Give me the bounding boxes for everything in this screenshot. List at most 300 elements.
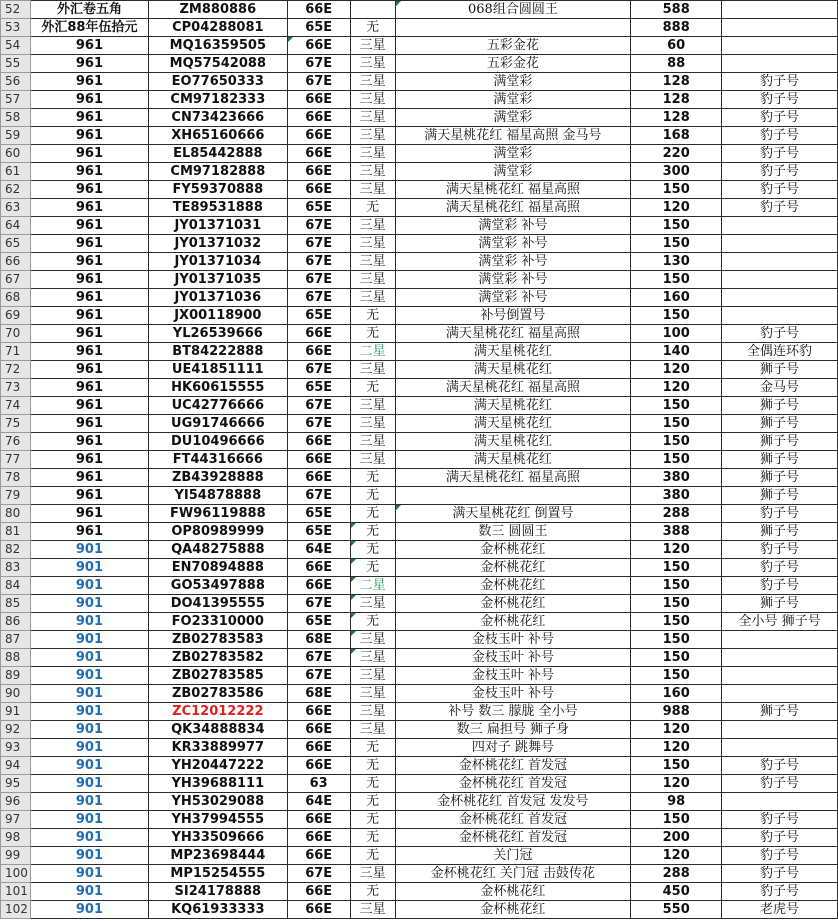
- cell-number-type[interactable]: 豹子号: [722, 91, 838, 109]
- cell-serial-number[interactable]: JY01371035: [148, 271, 287, 289]
- cell-grade[interactable]: 67E: [287, 235, 350, 253]
- cell-number-type[interactable]: [722, 631, 838, 649]
- cell-star[interactable]: 三星: [350, 361, 395, 379]
- cell-serial-number[interactable]: YI54878888: [148, 487, 287, 505]
- cell-serial-number[interactable]: TE89531888: [148, 199, 287, 217]
- cell-price[interactable]: 220: [631, 145, 722, 163]
- cell-description[interactable]: 金杯桃花红: [395, 559, 631, 577]
- cell-series[interactable]: 961: [30, 361, 148, 379]
- cell-series[interactable]: 961: [30, 451, 148, 469]
- row-number[interactable]: 61: [1, 163, 31, 181]
- cell-price[interactable]: 150: [631, 217, 722, 235]
- cell-price[interactable]: 120: [631, 199, 722, 217]
- cell-number-type[interactable]: [722, 253, 838, 271]
- cell-price[interactable]: 150: [631, 613, 722, 631]
- cell-series[interactable]: 901: [30, 883, 148, 901]
- cell-star[interactable]: 三星: [350, 865, 395, 883]
- cell-star[interactable]: 无: [350, 811, 395, 829]
- cell-price[interactable]: 288: [631, 865, 722, 883]
- cell-serial-number[interactable]: EL85442888: [148, 145, 287, 163]
- cell-number-type[interactable]: [722, 793, 838, 811]
- cell-series[interactable]: 961: [30, 127, 148, 145]
- cell-series[interactable]: 901: [30, 739, 148, 757]
- cell-star[interactable]: 二星: [350, 343, 395, 361]
- cell-description[interactable]: 金枝玉叶 补号: [395, 631, 631, 649]
- cell-serial-number[interactable]: JY01371036: [148, 289, 287, 307]
- cell-series[interactable]: 961: [30, 289, 148, 307]
- cell-description[interactable]: 满堂彩 补号: [395, 289, 631, 307]
- row-number[interactable]: 94: [1, 757, 31, 775]
- cell-number-type[interactable]: [722, 667, 838, 685]
- cell-star[interactable]: 三星: [350, 37, 395, 55]
- cell-description[interactable]: 金杯桃花红 首发冠 发发号: [395, 793, 631, 811]
- cell-price[interactable]: 550: [631, 901, 722, 919]
- cell-serial-number[interactable]: YH37994555: [148, 811, 287, 829]
- row-number[interactable]: 84: [1, 577, 31, 595]
- cell-serial-number[interactable]: KQ61933333: [148, 901, 287, 919]
- row-number[interactable]: 56: [1, 73, 31, 91]
- cell-description[interactable]: 金杯桃花红 首发冠: [395, 811, 631, 829]
- cell-serial-number[interactable]: CM97182888: [148, 163, 287, 181]
- cell-star[interactable]: 无: [350, 739, 395, 757]
- cell-grade[interactable]: 66E: [287, 181, 350, 199]
- cell-series[interactable]: 901: [30, 541, 148, 559]
- cell-price[interactable]: 168: [631, 127, 722, 145]
- cell-star[interactable]: 无: [350, 379, 395, 397]
- cell-serial-number[interactable]: FO23310000: [148, 613, 287, 631]
- cell-number-type[interactable]: 豹子号: [722, 775, 838, 793]
- cell-grade[interactable]: 66E: [287, 145, 350, 163]
- cell-star[interactable]: 三星: [350, 703, 395, 721]
- cell-price[interactable]: 150: [631, 559, 722, 577]
- cell-star[interactable]: 三星: [350, 667, 395, 685]
- cell-number-type[interactable]: [722, 289, 838, 307]
- cell-series[interactable]: 961: [30, 523, 148, 541]
- cell-serial-number[interactable]: ZB02783586: [148, 685, 287, 703]
- cell-price[interactable]: 150: [631, 667, 722, 685]
- row-number[interactable]: 67: [1, 271, 31, 289]
- cell-description[interactable]: 满天星桃花红: [395, 451, 631, 469]
- cell-description[interactable]: 金杯桃花红 首发冠: [395, 757, 631, 775]
- cell-star[interactable]: 三星: [350, 721, 395, 739]
- cell-description[interactable]: 五彩金花: [395, 55, 631, 73]
- cell-star[interactable]: 无: [350, 613, 395, 631]
- cell-star[interactable]: 无: [350, 19, 395, 37]
- cell-serial-number[interactable]: ZB43928888: [148, 469, 287, 487]
- cell-description[interactable]: 金杯桃花红: [395, 541, 631, 559]
- cell-series[interactable]: 901: [30, 847, 148, 865]
- cell-grade[interactable]: 66E: [287, 127, 350, 145]
- cell-grade[interactable]: 66E: [287, 325, 350, 343]
- cell-star[interactable]: 无: [350, 559, 395, 577]
- row-number[interactable]: 72: [1, 361, 31, 379]
- cell-description[interactable]: 补号倒置号: [395, 307, 631, 325]
- cell-price[interactable]: 150: [631, 595, 722, 613]
- row-number[interactable]: 68: [1, 289, 31, 307]
- cell-description[interactable]: 满堂彩: [395, 109, 631, 127]
- cell-description[interactable]: 满堂彩: [395, 163, 631, 181]
- cell-series[interactable]: 901: [30, 829, 148, 847]
- cell-price[interactable]: 588: [631, 1, 722, 19]
- cell-grade[interactable]: 67E: [287, 397, 350, 415]
- cell-serial-number[interactable]: DO41395555: [148, 595, 287, 613]
- row-number[interactable]: 88: [1, 649, 31, 667]
- cell-serial-number[interactable]: HK60615555: [148, 379, 287, 397]
- cell-star[interactable]: 三星: [350, 415, 395, 433]
- cell-description[interactable]: 满堂彩 补号: [395, 271, 631, 289]
- row-number[interactable]: 83: [1, 559, 31, 577]
- cell-star[interactable]: 三星: [350, 253, 395, 271]
- row-number[interactable]: 66: [1, 253, 31, 271]
- cell-description[interactable]: [395, 19, 631, 37]
- cell-description[interactable]: 满天星桃花红 福星高照: [395, 379, 631, 397]
- cell-grade[interactable]: 67E: [287, 55, 350, 73]
- row-number[interactable]: 55: [1, 55, 31, 73]
- cell-grade[interactable]: 67E: [287, 415, 350, 433]
- cell-star[interactable]: 三星: [350, 451, 395, 469]
- cell-price[interactable]: 150: [631, 811, 722, 829]
- cell-star[interactable]: 无: [350, 325, 395, 343]
- cell-number-type[interactable]: [722, 307, 838, 325]
- cell-price[interactable]: 150: [631, 649, 722, 667]
- cell-description[interactable]: 金杯桃花红: [395, 613, 631, 631]
- cell-series[interactable]: 901: [30, 757, 148, 775]
- cell-star[interactable]: 无: [350, 307, 395, 325]
- cell-description[interactable]: 满天星桃花红 倒置号: [395, 505, 631, 523]
- row-number[interactable]: 74: [1, 397, 31, 415]
- cell-grade[interactable]: 67E: [287, 271, 350, 289]
- cell-description[interactable]: 满天星桃花红: [395, 397, 631, 415]
- cell-price[interactable]: 988: [631, 703, 722, 721]
- cell-grade[interactable]: 66E: [287, 883, 350, 901]
- cell-series[interactable]: 961: [30, 433, 148, 451]
- cell-series[interactable]: 961: [30, 55, 148, 73]
- cell-series[interactable]: 961: [30, 469, 148, 487]
- cell-number-type[interactable]: 老虎号: [722, 901, 838, 919]
- cell-number-type[interactable]: 豹子号: [722, 325, 838, 343]
- cell-series[interactable]: 901: [30, 865, 148, 883]
- cell-star[interactable]: 三星: [350, 433, 395, 451]
- cell-grade[interactable]: 66E: [287, 811, 350, 829]
- cell-series[interactable]: 961: [30, 163, 148, 181]
- cell-grade[interactable]: 66E: [287, 163, 350, 181]
- cell-number-type[interactable]: 豹子号: [722, 757, 838, 775]
- cell-series[interactable]: 901: [30, 631, 148, 649]
- cell-price[interactable]: 128: [631, 73, 722, 91]
- cell-serial-number[interactable]: YH33509666: [148, 829, 287, 847]
- cell-description[interactable]: 满堂彩 补号: [395, 235, 631, 253]
- row-number[interactable]: 79: [1, 487, 31, 505]
- cell-serial-number[interactable]: MQ57542088: [148, 55, 287, 73]
- row-number[interactable]: 64: [1, 217, 31, 235]
- cell-star[interactable]: 三星: [350, 271, 395, 289]
- cell-number-type[interactable]: 狮子号: [722, 469, 838, 487]
- cell-series[interactable]: 961: [30, 415, 148, 433]
- cell-number-type[interactable]: 狮子号: [722, 397, 838, 415]
- cell-series[interactable]: 961: [30, 37, 148, 55]
- cell-grade[interactable]: 66E: [287, 109, 350, 127]
- cell-series[interactable]: 901: [30, 649, 148, 667]
- cell-grade[interactable]: 65E: [287, 613, 350, 631]
- cell-serial-number[interactable]: JY01371031: [148, 217, 287, 235]
- cell-number-type[interactable]: [722, 235, 838, 253]
- cell-star[interactable]: 无: [350, 487, 395, 505]
- cell-number-type[interactable]: 豹子号: [722, 145, 838, 163]
- cell-serial-number[interactable]: CP04288081: [148, 19, 287, 37]
- cell-serial-number[interactable]: FT44316666: [148, 451, 287, 469]
- cell-price[interactable]: 150: [631, 271, 722, 289]
- cell-description[interactable]: 满天星桃花红: [395, 361, 631, 379]
- cell-description[interactable]: 满天星桃花红: [395, 415, 631, 433]
- row-number[interactable]: 78: [1, 469, 31, 487]
- cell-serial-number[interactable]: BT84222888: [148, 343, 287, 361]
- cell-serial-number[interactable]: UG91746666: [148, 415, 287, 433]
- cell-grade[interactable]: 65E: [287, 505, 350, 523]
- cell-grade[interactable]: 66E: [287, 343, 350, 361]
- cell-price[interactable]: 88: [631, 55, 722, 73]
- cell-star[interactable]: 三星: [350, 217, 395, 235]
- cell-price[interactable]: 150: [631, 181, 722, 199]
- cell-series[interactable]: 961: [30, 253, 148, 271]
- cell-grade[interactable]: 65E: [287, 19, 350, 37]
- cell-number-type[interactable]: 豹子号: [722, 577, 838, 595]
- row-number[interactable]: 97: [1, 811, 31, 829]
- cell-number-type[interactable]: 豹子号: [722, 127, 838, 145]
- cell-star[interactable]: 无: [350, 469, 395, 487]
- cell-price[interactable]: 128: [631, 109, 722, 127]
- row-number[interactable]: 86: [1, 613, 31, 631]
- cell-description[interactable]: 金杯桃花红: [395, 883, 631, 901]
- cell-price[interactable]: 140: [631, 343, 722, 361]
- cell-series[interactable]: 901: [30, 667, 148, 685]
- cell-number-type[interactable]: 豹子号: [722, 847, 838, 865]
- cell-grade[interactable]: 66E: [287, 37, 350, 55]
- cell-star[interactable]: [350, 1, 395, 19]
- cell-description[interactable]: 满天星桃花红 福星高照: [395, 199, 631, 217]
- cell-series[interactable]: 961: [30, 145, 148, 163]
- cell-serial-number[interactable]: JY01371034: [148, 253, 287, 271]
- cell-star[interactable]: 三星: [350, 181, 395, 199]
- cell-serial-number[interactable]: SI24178888: [148, 883, 287, 901]
- row-number[interactable]: 58: [1, 109, 31, 127]
- cell-serial-number[interactable]: GO53497888: [148, 577, 287, 595]
- cell-price[interactable]: 300: [631, 163, 722, 181]
- cell-number-type[interactable]: [722, 739, 838, 757]
- cell-series[interactable]: 961: [30, 397, 148, 415]
- cell-number-type[interactable]: 豹子号: [722, 559, 838, 577]
- cell-description[interactable]: 金杯桃花红: [395, 577, 631, 595]
- cell-number-type[interactable]: 豹子号: [722, 181, 838, 199]
- row-number[interactable]: 53: [1, 19, 31, 37]
- cell-series[interactable]: 901: [30, 577, 148, 595]
- cell-price[interactable]: 150: [631, 757, 722, 775]
- cell-price[interactable]: 120: [631, 847, 722, 865]
- cell-number-type[interactable]: 狮子号: [722, 703, 838, 721]
- cell-serial-number[interactable]: YH53029088: [148, 793, 287, 811]
- cell-serial-number[interactable]: QK34888834: [148, 721, 287, 739]
- row-number[interactable]: 91: [1, 703, 31, 721]
- cell-price[interactable]: 120: [631, 721, 722, 739]
- cell-series[interactable]: 961: [30, 505, 148, 523]
- cell-description[interactable]: 补号 数三 朦胧 全小号: [395, 703, 631, 721]
- cell-number-type[interactable]: [722, 685, 838, 703]
- cell-number-type[interactable]: 豹子号: [722, 829, 838, 847]
- cell-series[interactable]: 961: [30, 73, 148, 91]
- row-number[interactable]: 73: [1, 379, 31, 397]
- cell-number-type[interactable]: 豹子号: [722, 541, 838, 559]
- row-number[interactable]: 93: [1, 739, 31, 757]
- cell-grade[interactable]: 67E: [287, 667, 350, 685]
- cell-serial-number[interactable]: CN73423666: [148, 109, 287, 127]
- cell-number-type[interactable]: 金马号: [722, 379, 838, 397]
- cell-grade[interactable]: 65E: [287, 379, 350, 397]
- cell-serial-number[interactable]: UC42776666: [148, 397, 287, 415]
- cell-number-type[interactable]: [722, 217, 838, 235]
- cell-serial-number[interactable]: OP80989999: [148, 523, 287, 541]
- cell-number-type[interactable]: 豹子号: [722, 163, 838, 181]
- row-number[interactable]: 77: [1, 451, 31, 469]
- cell-grade[interactable]: 68E: [287, 685, 350, 703]
- cell-number-type[interactable]: 狮子号: [722, 415, 838, 433]
- cell-number-type[interactable]: 全小号 狮子号: [722, 613, 838, 631]
- row-number[interactable]: 99: [1, 847, 31, 865]
- cell-series[interactable]: 961: [30, 235, 148, 253]
- row-number[interactable]: 100: [1, 865, 31, 883]
- cell-price[interactable]: 150: [631, 433, 722, 451]
- cell-series[interactable]: 961: [30, 325, 148, 343]
- cell-price[interactable]: 380: [631, 487, 722, 505]
- cell-series[interactable]: 961: [30, 307, 148, 325]
- cell-number-type[interactable]: 狮子号: [722, 433, 838, 451]
- cell-price[interactable]: 120: [631, 541, 722, 559]
- cell-star[interactable]: 二星: [350, 577, 395, 595]
- cell-number-type[interactable]: 狮子号: [722, 595, 838, 613]
- cell-star[interactable]: 三星: [350, 649, 395, 667]
- cell-description[interactable]: 金杯桃花红 关门冠 击鼓传花: [395, 865, 631, 883]
- cell-series[interactable]: 901: [30, 793, 148, 811]
- row-number[interactable]: 98: [1, 829, 31, 847]
- cell-serial-number[interactable]: EO77650333: [148, 73, 287, 91]
- cell-star[interactable]: 无: [350, 523, 395, 541]
- cell-price[interactable]: 450: [631, 883, 722, 901]
- cell-grade[interactable]: 66E: [287, 1, 350, 19]
- cell-description[interactable]: 满天星桃花红 福星高照 金马号: [395, 127, 631, 145]
- cell-series[interactable]: 901: [30, 595, 148, 613]
- row-number[interactable]: 62: [1, 181, 31, 199]
- cell-serial-number[interactable]: DU10496666: [148, 433, 287, 451]
- cell-series[interactable]: 961: [30, 379, 148, 397]
- cell-star[interactable]: 无: [350, 757, 395, 775]
- row-number[interactable]: 52: [1, 1, 31, 19]
- cell-description[interactable]: 满天星桃花红: [395, 433, 631, 451]
- cell-description[interactable]: 金枝玉叶 补号: [395, 685, 631, 703]
- cell-serial-number[interactable]: MQ16359505: [148, 37, 287, 55]
- cell-description[interactable]: [395, 487, 631, 505]
- cell-number-type[interactable]: [722, 55, 838, 73]
- cell-star[interactable]: 三星: [350, 145, 395, 163]
- cell-series[interactable]: 901: [30, 901, 148, 919]
- cell-number-type[interactable]: 豹子号: [722, 73, 838, 91]
- cell-grade[interactable]: 65E: [287, 199, 350, 217]
- cell-serial-number[interactable]: CM97182333: [148, 91, 287, 109]
- row-number[interactable]: 70: [1, 325, 31, 343]
- cell-number-type[interactable]: [722, 721, 838, 739]
- cell-number-type[interactable]: 豹子号: [722, 883, 838, 901]
- cell-price[interactable]: 150: [631, 451, 722, 469]
- cell-star[interactable]: 三星: [350, 595, 395, 613]
- cell-description[interactable]: 数三 扁担号 狮子身: [395, 721, 631, 739]
- cell-description[interactable]: 关门冠: [395, 847, 631, 865]
- cell-description[interactable]: 金枝玉叶 补号: [395, 649, 631, 667]
- row-number[interactable]: 60: [1, 145, 31, 163]
- row-number[interactable]: 85: [1, 595, 31, 613]
- cell-description[interactable]: 满堂彩 补号: [395, 217, 631, 235]
- cell-star[interactable]: 无: [350, 883, 395, 901]
- cell-series[interactable]: 961: [30, 343, 148, 361]
- cell-number-type[interactable]: [722, 271, 838, 289]
- cell-serial-number[interactable]: EN70894888: [148, 559, 287, 577]
- cell-description[interactable]: 满天星桃花红 福星高照: [395, 181, 631, 199]
- cell-number-type[interactable]: 全偶连环豹: [722, 343, 838, 361]
- cell-star[interactable]: 无: [350, 505, 395, 523]
- row-number[interactable]: 65: [1, 235, 31, 253]
- row-number[interactable]: 87: [1, 631, 31, 649]
- cell-price[interactable]: 150: [631, 397, 722, 415]
- row-number[interactable]: 54: [1, 37, 31, 55]
- cell-star[interactable]: 三星: [350, 631, 395, 649]
- cell-star[interactable]: 三星: [350, 685, 395, 703]
- cell-grade[interactable]: 66E: [287, 559, 350, 577]
- cell-number-type[interactable]: 狮子号: [722, 487, 838, 505]
- cell-series[interactable]: 961: [30, 199, 148, 217]
- cell-price[interactable]: 100: [631, 325, 722, 343]
- cell-serial-number[interactable]: KR33889977: [148, 739, 287, 757]
- cell-star[interactable]: 无: [350, 793, 395, 811]
- cell-number-type[interactable]: 豹子号: [722, 865, 838, 883]
- cell-description[interactable]: 满堂彩: [395, 73, 631, 91]
- cell-grade[interactable]: 66E: [287, 91, 350, 109]
- cell-star[interactable]: 三星: [350, 289, 395, 307]
- cell-description[interactable]: 金杯桃花红 首发冠: [395, 775, 631, 793]
- cell-price[interactable]: 98: [631, 793, 722, 811]
- cell-price[interactable]: 60: [631, 37, 722, 55]
- cell-grade[interactable]: 64E: [287, 541, 350, 559]
- cell-number-type[interactable]: 豹子号: [722, 109, 838, 127]
- cell-grade[interactable]: 66E: [287, 703, 350, 721]
- cell-series[interactable]: 901: [30, 613, 148, 631]
- cell-grade[interactable]: 66E: [287, 847, 350, 865]
- cell-grade[interactable]: 67E: [287, 361, 350, 379]
- row-number[interactable]: 92: [1, 721, 31, 739]
- cell-number-type[interactable]: 狮子号: [722, 361, 838, 379]
- cell-series[interactable]: 961: [30, 217, 148, 235]
- cell-grade[interactable]: 68E: [287, 631, 350, 649]
- cell-price[interactable]: 380: [631, 469, 722, 487]
- cell-series[interactable]: 961: [30, 91, 148, 109]
- cell-description[interactable]: 金杯桃花红 首发冠: [395, 829, 631, 847]
- cell-star[interactable]: 三星: [350, 73, 395, 91]
- cell-serial-number[interactable]: QA48275888: [148, 541, 287, 559]
- cell-series[interactable]: 961: [30, 271, 148, 289]
- cell-grade[interactable]: 66E: [287, 433, 350, 451]
- row-number[interactable]: 82: [1, 541, 31, 559]
- cell-star[interactable]: 无: [350, 829, 395, 847]
- cell-price[interactable]: 130: [631, 253, 722, 271]
- cell-grade[interactable]: 66E: [287, 577, 350, 595]
- cell-price[interactable]: 150: [631, 415, 722, 433]
- cell-series[interactable]: 961: [30, 487, 148, 505]
- row-number[interactable]: 57: [1, 91, 31, 109]
